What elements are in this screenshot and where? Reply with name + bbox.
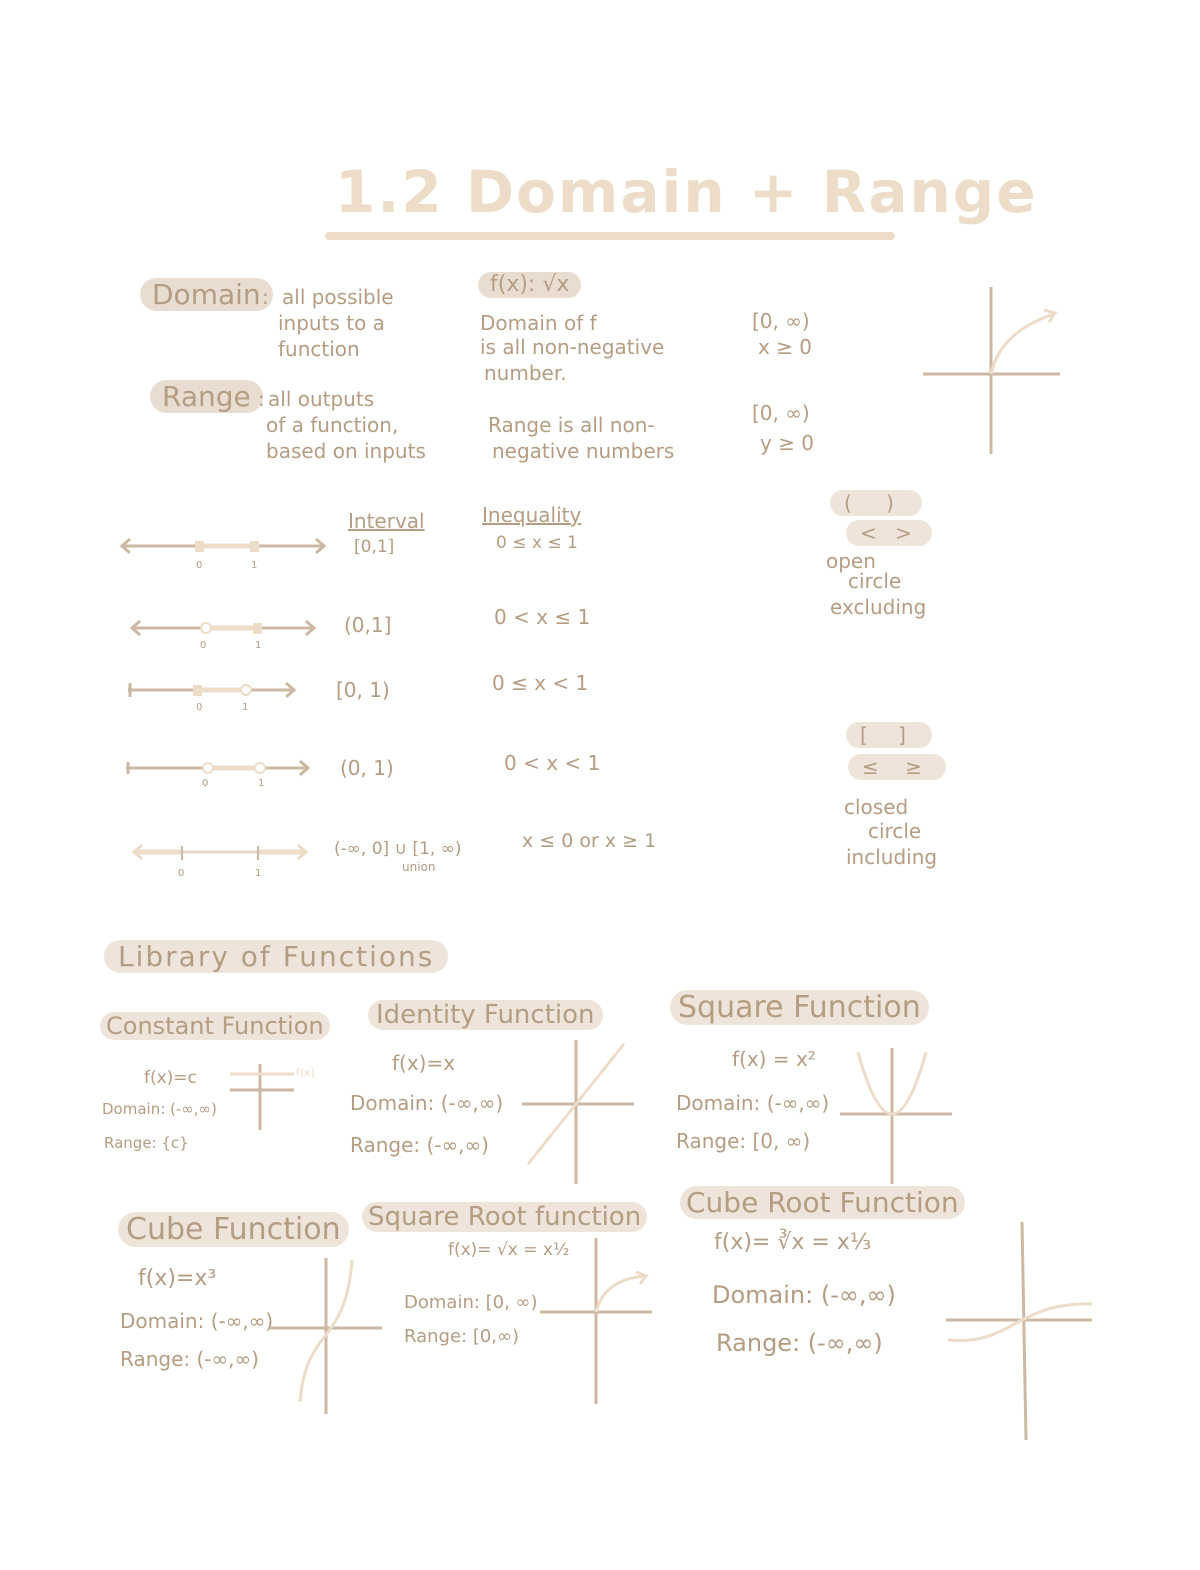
inequality-header: Inequality xyxy=(482,503,582,527)
union-note: union xyxy=(402,860,436,874)
inequality-row-5: x ≤ 0 or x ≥ 1 xyxy=(522,830,657,852)
number-line-row-2 xyxy=(132,621,314,651)
number-line-row-5 xyxy=(134,845,306,879)
constant-function-title: Constant Function xyxy=(100,1012,330,1040)
identity-formula: f(x)=x xyxy=(392,1051,456,1075)
example-domain-interval: [0, ∞) xyxy=(752,309,810,333)
square-root-function-title: Square Root function xyxy=(362,1202,647,1232)
example-range-inequality: y ≥ 0 xyxy=(760,431,815,455)
domain-colon: : xyxy=(262,285,269,309)
domain-def-3: function xyxy=(278,337,360,361)
open-symbols-1: ( ) xyxy=(830,490,922,516)
interval-row-4: (0, 1) xyxy=(340,756,394,780)
svg-text:0: 0 xyxy=(202,778,209,789)
cube-graph xyxy=(266,1256,396,1416)
square-root-range: Range: [0,∞) xyxy=(404,1326,520,1347)
inequality-row-4: 0 < x < 1 xyxy=(504,751,601,775)
identity-graph xyxy=(516,1036,646,1186)
example-range-2: negative numbers xyxy=(492,439,675,463)
square-root-domain: Domain: [0, ∞) xyxy=(404,1292,538,1313)
number-lines xyxy=(118,530,338,890)
cube-domain: Domain: (-∞,∞) xyxy=(120,1309,274,1333)
square-range: Range: [0, ∞) xyxy=(676,1129,811,1153)
identity-function-title: Identity Function xyxy=(368,1000,603,1030)
cube-root-domain: Domain: (-∞,∞) xyxy=(712,1281,896,1309)
open-symbols-2: < > xyxy=(846,520,932,546)
range-def-3: based on inputs xyxy=(266,439,426,463)
range-def-2: of a function, xyxy=(266,413,399,437)
constant-range: Range: {c} xyxy=(104,1134,189,1152)
number-line-row-3 xyxy=(128,683,294,713)
cube-root-range: Range: (-∞,∞) xyxy=(716,1329,883,1357)
example-range-interval: [0, ∞) xyxy=(752,401,810,425)
square-graph xyxy=(836,1046,956,1186)
sqrt-example-graph xyxy=(918,282,1068,462)
interval-row-2: (0,1] xyxy=(344,613,392,637)
open-note-3: excluding xyxy=(830,595,927,619)
example-domain-1: Domain of f xyxy=(480,311,597,335)
closed-symbols-2: ≤ ≥ xyxy=(848,754,946,780)
interval-row-1: [0,1] xyxy=(354,537,395,557)
square-formula: f(x) = x² xyxy=(732,1047,816,1071)
example-domain-2: is all non-negative xyxy=(480,335,665,359)
svg-text:0: 0 xyxy=(178,868,185,879)
svg-text:1: 1 xyxy=(242,702,249,713)
number-line-row-1 xyxy=(122,539,324,571)
example-domain-3: number. xyxy=(484,361,567,385)
svg-text:1: 1 xyxy=(255,640,262,651)
identity-range: Range: (-∞,∞) xyxy=(350,1133,489,1157)
range-def-1: all outputs xyxy=(268,387,375,411)
interval-row-5: (-∞, 0] ∪ [1, ∞) xyxy=(334,839,462,859)
identity-domain: Domain: (-∞,∞) xyxy=(350,1091,504,1115)
example-function: f(x): √x xyxy=(478,272,581,298)
inequality-row-2: 0 < x ≤ 1 xyxy=(494,605,591,629)
library-heading: Library of Functions xyxy=(104,940,448,973)
cube-formula: f(x)=x³ xyxy=(138,1266,217,1291)
domain-label: Domain xyxy=(140,278,273,311)
range-label: Range xyxy=(150,380,263,413)
cube-root-graph xyxy=(942,1220,1102,1444)
closed-symbols-1: [ ] xyxy=(846,722,932,748)
cube-function-title: Cube Function xyxy=(118,1212,349,1247)
square-root-formula: f(x)= √x = x½ xyxy=(448,1240,570,1260)
constant-graph-label: f(x) xyxy=(296,1066,315,1079)
example-domain-inequality: x ≥ 0 xyxy=(758,335,813,359)
square-root-graph xyxy=(536,1236,666,1406)
open-note-2: circle xyxy=(848,569,902,593)
svg-text:0: 0 xyxy=(200,640,207,651)
square-function-title: Square Function xyxy=(670,990,929,1025)
example-range-1: Range is all non- xyxy=(488,413,655,437)
svg-text:1: 1 xyxy=(251,560,258,571)
inequality-row-1: 0 ≤ x ≤ 1 xyxy=(496,533,578,553)
closed-note-1: closed xyxy=(844,795,909,819)
closed-note-3: including xyxy=(846,845,938,869)
cube-root-function-title: Cube Root Function xyxy=(680,1186,965,1219)
svg-text:0: 0 xyxy=(196,560,203,571)
interval-header: Interval xyxy=(348,509,425,533)
svg-text:1: 1 xyxy=(255,868,262,879)
page-title: 1.2 Domain + Range xyxy=(335,158,1038,226)
range-colon: : xyxy=(258,387,265,411)
number-line-row-4 xyxy=(126,761,308,789)
domain-def-2: inputs to a xyxy=(278,311,385,335)
constant-formula: f(x)=c xyxy=(144,1068,197,1088)
open-note-1: open xyxy=(826,549,876,573)
domain-def-1: all possible xyxy=(282,285,394,309)
inequality-row-3: 0 ≤ x < 1 xyxy=(492,671,589,695)
cube-range: Range: (-∞,∞) xyxy=(120,1347,259,1371)
title-underline xyxy=(325,232,895,240)
svg-text:0: 0 xyxy=(196,702,203,713)
closed-note-2: circle xyxy=(868,819,922,843)
constant-domain: Domain: (-∞,∞) xyxy=(102,1100,217,1118)
svg-text:1: 1 xyxy=(258,778,265,789)
square-domain: Domain: (-∞,∞) xyxy=(676,1091,830,1115)
cube-root-formula: f(x)= ∛x = x⅓ xyxy=(714,1230,872,1255)
interval-row-3: [0, 1) xyxy=(336,678,390,702)
